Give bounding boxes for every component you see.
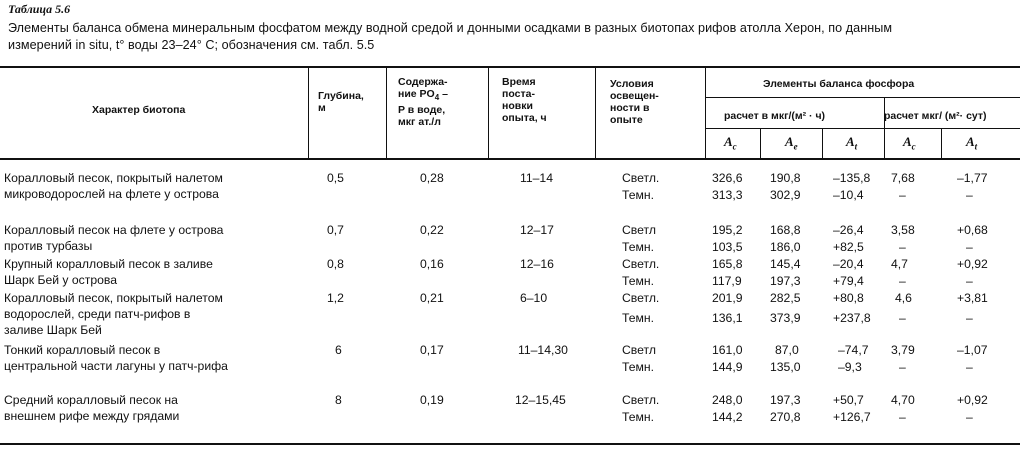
at-daily-cell: – <box>966 188 973 202</box>
at-daily-cell: +0,68 <box>957 223 988 237</box>
light-cell: Светл. <box>622 291 660 305</box>
ae-cell: 135,0 <box>770 360 801 374</box>
light-cell: Темн. <box>622 410 655 424</box>
ac-daily-cell: – <box>899 274 906 288</box>
depth-cell: 1,2 <box>327 291 344 305</box>
ae-cell: 270,8 <box>770 410 801 424</box>
biotope-cell: Средний коралловый песок на внешнем рифе между грядами <box>4 393 180 423</box>
at-cell: +82,5 <box>833 240 864 254</box>
ac-daily-cell: – <box>899 410 906 424</box>
ac-daily-cell: – <box>899 188 906 202</box>
header-ae-hourly: $A_e$ <box>785 134 798 152</box>
ac-cell: 201,9 <box>712 291 743 305</box>
ac-daily-cell: – <box>899 360 906 374</box>
header-balance: Элементы баланса фосфора <box>763 78 915 90</box>
ac-cell: 136,1 <box>712 311 743 325</box>
at-cell: –20,4 <box>833 257 864 271</box>
ae-cell: 145,4 <box>770 257 801 271</box>
header-ac-daily: $A_c$ <box>903 134 916 152</box>
at-cell: –9,3 <box>838 360 862 374</box>
at-cell: –74,7 <box>838 343 869 357</box>
at-daily-cell: +0,92 <box>957 393 988 407</box>
ac-cell: 326,6 <box>712 171 743 185</box>
ac-cell: 165,8 <box>712 257 743 271</box>
col-divider-4 <box>595 66 596 159</box>
header-ac-hourly: $A_c$ <box>724 134 737 152</box>
po4-cell: 0,22 <box>420 223 444 237</box>
ae-cell: 197,3 <box>770 393 801 407</box>
col-divider-2 <box>386 66 387 159</box>
at-daily-cell: – <box>966 311 973 325</box>
ac-daily-cell: 4,6 <box>895 291 912 305</box>
light-cell: Темн. <box>622 240 655 254</box>
at-cell: +237,8 <box>833 311 871 325</box>
ae-cell: 373,9 <box>770 311 801 325</box>
ac-cell: 195,2 <box>712 223 743 237</box>
caption-line-2: измерений in situ, t° воды 23–24° С; обозначения см. табл. 5.5 <box>8 38 375 52</box>
header-po4: Содержа- ние $PO_4$ – P в воде, мкг ат./л <box>398 76 448 129</box>
ac-daily-cell: – <box>899 311 906 325</box>
header-light: Условия освещен- ности в опыте <box>610 78 659 126</box>
light-cell: Светл. <box>622 171 660 185</box>
header-at-daily: $A_t$ <box>966 134 978 152</box>
col-divider-1 <box>308 66 309 159</box>
ac-daily-cell: 3,58 <box>891 223 915 237</box>
col-divider-5 <box>705 66 706 159</box>
po4-cell: 0,17 <box>420 343 444 357</box>
header-at-hourly: $A_t$ <box>846 134 858 152</box>
header-unit-daily: расчет мкг/ (м²· сут) <box>884 110 987 122</box>
light-cell: Темн. <box>622 311 655 325</box>
depth-cell: 0,8 <box>327 257 344 271</box>
header-unit-hourly: расчет в мкг/(м² · ч) <box>724 110 826 122</box>
light-cell: Светл. <box>622 393 660 407</box>
col-divider-7 <box>822 128 823 159</box>
light-cell: Темн. <box>622 274 655 288</box>
po4-cell: 0,28 <box>420 171 444 185</box>
caption-line-1: Элементы баланса обмена минеральным фосфатом между водной средой и донными осадками в разных биотопах рифов атолла Херон, по данным <box>8 21 893 35</box>
depth-cell: 0,7 <box>327 223 344 237</box>
at-cell: –135,8 <box>833 171 871 185</box>
balance-header-rule <box>705 97 1020 98</box>
ac-daily-cell: – <box>899 240 906 254</box>
header-bottom-rule <box>0 158 1020 160</box>
col-divider-9 <box>941 128 942 159</box>
light-cell: Светл <box>622 223 656 237</box>
ae-cell: 190,8 <box>770 171 801 185</box>
bottom-rule <box>0 443 1020 445</box>
po4-cell: 0,19 <box>420 393 444 407</box>
time-cell: 6–10 <box>520 291 548 305</box>
po4-cell: 0,21 <box>420 291 444 305</box>
col-divider-6 <box>760 128 761 159</box>
at-daily-cell: –1,07 <box>957 343 988 357</box>
po4-cell: 0,16 <box>420 257 444 271</box>
biotope-cell: Тонкий коралловый песок в центральной части лагуны у патч-рифа <box>4 343 228 373</box>
ae-cell: 186,0 <box>770 240 801 254</box>
time-cell: 11–14 <box>520 171 553 185</box>
header-time: Время поста- новки опыта, ч <box>502 76 547 124</box>
at-daily-cell: –1,77 <box>957 171 988 185</box>
unit-header-rule <box>705 128 1020 129</box>
at-daily-cell: +0,92 <box>957 257 988 271</box>
time-cell: 11–14,30 <box>518 343 568 357</box>
at-daily-cell: – <box>966 240 973 254</box>
header-depth: Глубина, м <box>318 90 364 114</box>
table-caption <box>8 20 1014 54</box>
depth-cell: 8 <box>335 393 342 407</box>
ac-cell: 248,0 <box>712 393 743 407</box>
ae-cell: 87,0 <box>775 343 799 357</box>
ac-cell: 161,0 <box>712 343 743 357</box>
col-divider-3 <box>488 66 489 159</box>
biotope-cell: Коралловый песок, покрытый налетом микроводорослей на флете у острова <box>4 171 223 201</box>
time-cell: 12–16 <box>520 257 554 271</box>
biotope-cell: Крупный коралловый песок в заливе Шарк Бей у острова <box>4 257 213 287</box>
ae-cell: 168,8 <box>770 223 801 237</box>
ac-cell: 313,3 <box>712 188 743 202</box>
ac-cell: 117,9 <box>712 274 742 288</box>
light-cell: Темн. <box>622 360 655 374</box>
at-cell: +79,4 <box>833 274 864 288</box>
light-cell: Светл <box>622 343 656 357</box>
time-cell: 12–15,45 <box>515 393 566 407</box>
ae-cell: 282,5 <box>770 291 801 305</box>
ae-cell: 197,3 <box>770 274 801 288</box>
ac-cell: 144,2 <box>712 410 743 424</box>
ac-daily-cell: 7,68 <box>891 171 915 185</box>
at-daily-cell: +3,81 <box>957 291 988 305</box>
ac-daily-cell: 3,79 <box>891 343 915 357</box>
time-cell: 12–17 <box>520 223 554 237</box>
header-biotope: Характер биотопа <box>92 104 186 116</box>
ac-cell: 144,9 <box>712 360 743 374</box>
top-rule <box>0 66 1020 68</box>
depth-cell: 6 <box>335 343 342 357</box>
at-cell: –10,4 <box>833 188 864 202</box>
at-cell: –26,4 <box>833 223 864 237</box>
biotope-cell: Коралловый песок, покрытый налетом водорослей, среди патч-рифов в заливе Шарк Бей <box>4 291 223 337</box>
depth-cell: 0,5 <box>327 171 344 185</box>
ae-cell: 302,9 <box>770 188 801 202</box>
biotope-cell: Коралловый песок на флете у острова против турбазы <box>4 223 224 253</box>
table-label: Таблица 5.6 <box>8 2 71 16</box>
light-cell: Темн. <box>622 188 655 202</box>
at-cell: +80,8 <box>833 291 864 305</box>
at-daily-cell: – <box>966 360 973 374</box>
at-cell: +126,7 <box>833 410 871 424</box>
ac-daily-cell: 4,70 <box>891 393 915 407</box>
at-cell: +50,7 <box>833 393 864 407</box>
ac-cell: 103,5 <box>712 240 743 254</box>
at-daily-cell: – <box>966 274 973 288</box>
light-cell: Светл. <box>622 257 660 271</box>
at-daily-cell: – <box>966 410 973 424</box>
ac-daily-cell: 4,7 <box>891 257 908 271</box>
col-divider-8 <box>884 97 885 159</box>
